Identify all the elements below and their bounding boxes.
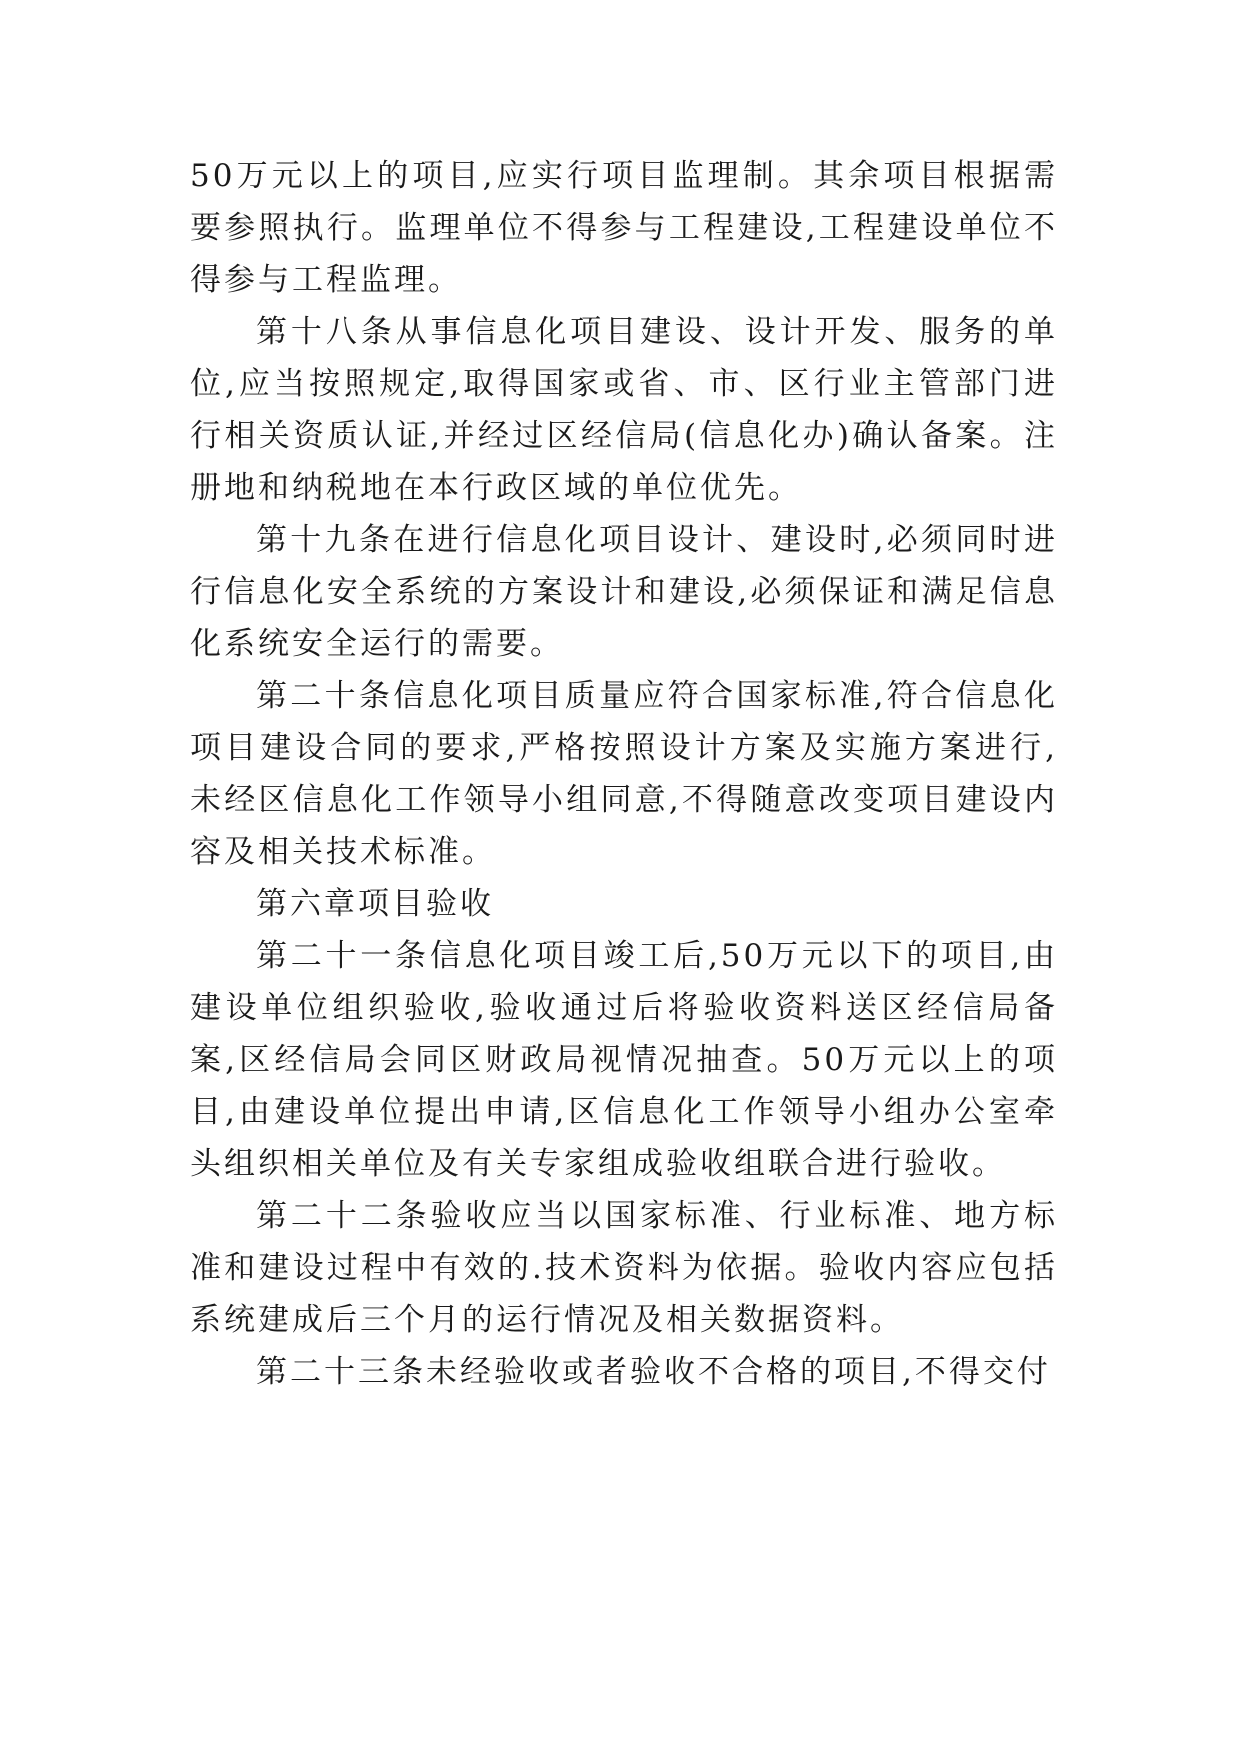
paragraph-article-22: 第二十二条验收应当以国家标准、行业标准、地方标准和建设过程中有效的.技术资料为依据。验收内容应包括系统建成后三个月的运行情况及相关数据资料。: [190, 1198, 1058, 1338]
chapter-heading: 第六章项目验收: [256, 886, 494, 922]
paragraph-article-23: 第二十三条未经验收或者验收不合格的项目,不得交付: [256, 1354, 1051, 1390]
paragraph-article-18: 第十八条从事信息化项目建设、设计开发、服务的单位,应当按照规定,取得国家或省、市、区行业主管部门进行相关资质认证,并经过区经信局(信息化办)确认备案。注册地和纳税地在本行政区域的单位优先。: [190, 314, 1058, 506]
paragraph-article-20: 第二十条信息化项目质量应符合国家标准,符合信息化项目建设合同的要求,严格按照设计方案及实施方案进行,未经区信息化工作领导小组同意,不得随意改变项目建设内容及相关技术标准。: [190, 678, 1058, 870]
document-body: [190, 150, 1058, 1398]
paragraph-article-19: 第十九条在进行信息化项目设计、建设时,必须同时进行信息化安全系统的方案设计和建设,必须保证和满足信息化系统安全运行的需要。: [190, 522, 1058, 662]
paragraph-article-21: 第二十一条信息化项目竣工后,50万元以下的项目,由建设单位组织验收,验收通过后将验收资料送区经信局备案,区经信局会同区财政局视情况抽查。50万元以上的项目,由建设单位提出申请,区信息化工作领导小组办公室牵头组织相关单位及有关专家组成验收组联合进行验收。: [190, 938, 1058, 1182]
paragraph-supervision: 50万元以上的项目,应实行项目监理制。其余项目根据需要参照执行。监理单位不得参与工程建设,工程建设单位不得参与工程监理。: [190, 158, 1058, 298]
